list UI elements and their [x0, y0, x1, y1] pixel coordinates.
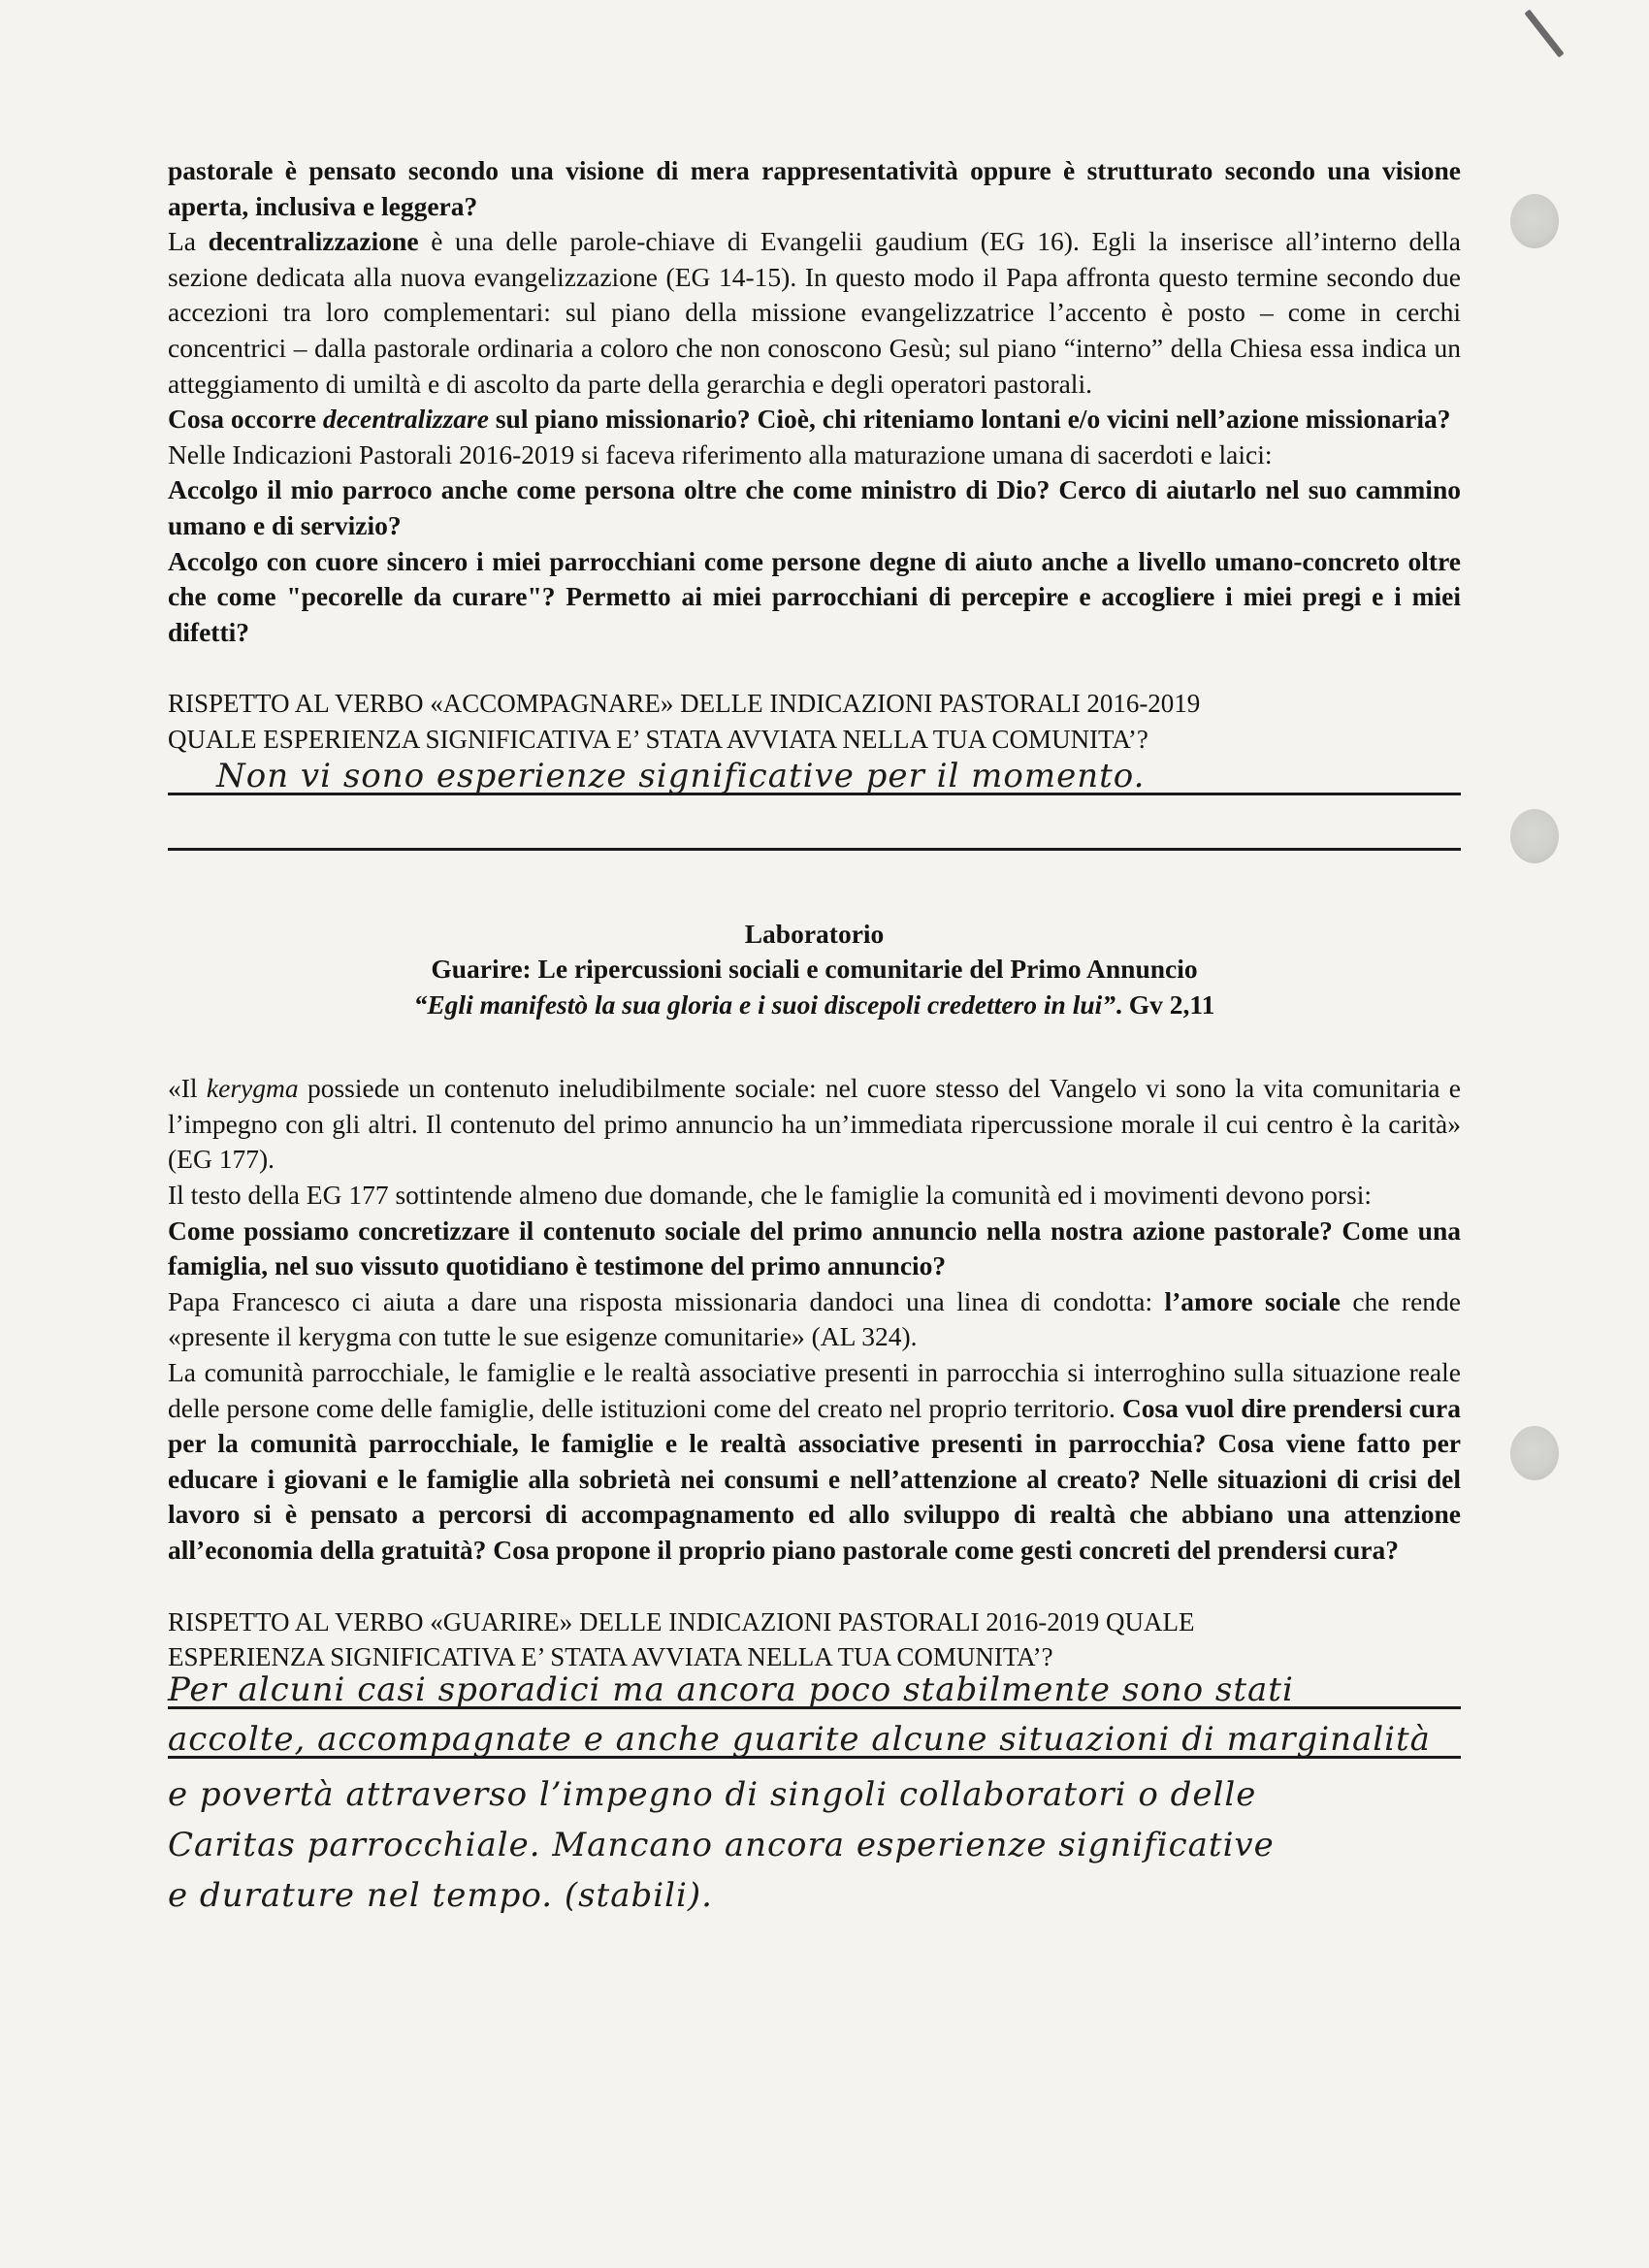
question-guarire-line1: RISPETTO AL VERBO «GUARIRE» DELLE INDICAZIONI PASTORALI 2016-2019 QUALE [168, 1606, 1195, 1636]
punch-hole [1510, 809, 1559, 863]
question-accompagnare-line1: RISPETTO AL VERBO «ACCOMPAGNARE» DELLE INDICAZIONI PASTORALI 2016-2019 [168, 689, 1201, 719]
handwritten-answer: Non vi sono esperienze significative per il momento. [216, 756, 1146, 795]
answer-accompagnare[interactable] [168, 758, 1461, 851]
paragraph: La decentralizzazione è una delle parole-chiave di Evangelii gaudium (EG 16). Egli la inserisce all’interno della sezione dedicata alla nuova evangelizzazione (EG 14-15). In questo modo il Papa affronta questo termine secondo due accezioni tra loro complementari: sul piano della missione evangelizzatrice l’accento è posto – come in cerchi concentrici – dalla pastorale ordinaria a coloro che non conoscono Gesù; sul piano “interno” della Chiesa essa indica un atteggiamento di umiltà e di ascolto da parte della gerarchia e degli operatori pastorali. [168, 226, 1461, 399]
section-quote: “Egli manifestò la sua gloria e i suoi discepoli credettero in lui”. Gv 2,11 [413, 988, 1215, 1020]
punch-hole [1510, 1426, 1559, 1480]
section-subheading: Guarire: Le ripercussioni sociali e comunitarie del Primo Annuncio [431, 954, 1198, 985]
paragraph: Nelle Indicazioni Pastorali 2016-2019 si faceva riferimento alla maturazione umana di sacerdoti e laici: [168, 438, 1273, 470]
question-paragraph: Accolgo con cuore sincero i miei parrocchiani come persone degne di aiuto anche a livello umano-concreto oltre che come "pecorelle da curare"? Permetto ai miei parrocchiani di percepire e accogliere i miei pregi e i miei difetti? [168, 545, 1461, 647]
paragraph: «Il kerygma possiede un contenuto ineludibilmente sociale: nel cuore stesso del Vangelo vi sono la vita comunitaria e l’impegno con gli altri. Il contenuto del primo annuncio ha un’immediata ripercussione morale il cui centro è la carità» (EG 177). [168, 1073, 1461, 1175]
staple-mark [1524, 9, 1564, 57]
handwritten-answer-line: accolte, accompagnate e anche guarite alcune situazioni di marginalità [168, 1720, 1431, 1760]
handwritten-answer-line: Caritas parrocchiale. Mancano ancora esperienze significative [168, 1826, 1275, 1865]
question-paragraph: Come possiamo concretizzare il contenuto sociale del primo annuncio nella nostra azione pastorale? Come una famiglia, nel suo vissuto quotidiano è testimone del primo annuncio? [168, 1215, 1461, 1281]
handwritten-answer-line: Per alcuni casi sporadici ma ancora poco stabilmente sono stati [168, 1670, 1294, 1710]
answer-guarire[interactable] [168, 1670, 1461, 1916]
handwritten-answer-line: e povertà attraverso l’impegno di singoli collaboratori o delle [168, 1775, 1257, 1815]
question-accompagnare-line2: QUALE ESPERIENZA SIGNIFICATIVA E’ STATA AVVIATA NELLA TUA COMUNITA’? [168, 724, 1148, 754]
handwritten-answer-line: e durature nel tempo. (stabili). [168, 1876, 713, 1916]
document-body [168, 153, 1461, 1914]
paragraph: La comunità parrocchiale, le famiglie e le realtà associative presenti in parrocchia si interroghino sulla situazione reale delle persone come delle famiglie, delle istituzioni come del creato nel proprio territorio. Cosa vuol dire prendersi cura per la comunità parrocchiale, le famiglie e le realtà associative presenti in parrocchia? Cosa viene fatto per educare i giovani e le famiglie alla sobrietà nei consumi e nell’attenzione al creato? Nelle situazioni di crisi del lavoro si è pensato a percorsi di accompagnamento ed allo sviluppo di realtà che abbiano una attenzione all’economia della gratuità? Cosa propone il proprio piano pastorale come gesti concreti del prendersi cura? [168, 1357, 1462, 1565]
section-heading: Laboratorio [744, 918, 885, 949]
paragraph: pastorale è pensato secondo una visione di mera rappresentatività oppure è strutturato secondo una visione aperta, inclusiva e leggera? [168, 155, 1461, 221]
punch-hole [1510, 194, 1559, 248]
question-guarire-line2: ESPERIENZA SIGNIFICATIVA E’ STATA AVVIATA NELLA TUA COMUNITA’? [168, 1642, 1053, 1672]
paragraph: Il testo della EG 177 sottintende almeno due domande, che le famiglie la comunità ed i movimenti devono porsi: [168, 1180, 1373, 1211]
question-paragraph: Cosa occorre decentralizzare sul piano missionario? Cioè, chi riteniamo lontani e/o vicini nell’azione missionaria? [168, 404, 1451, 435]
question-paragraph: Accolgo il mio parroco anche come persona oltre che come ministro di Dio? Cerco di aiutarlo nel suo cammino umano e di servizio? [168, 474, 1461, 540]
paragraph: Papa Francesco ci aiuta a dare una risposta missionaria dandoci una linea di condotta: l’amore sociale che rende «presente il kerygma con tutte le sue esigenze comunitarie» (AL 324). [168, 1285, 1461, 1352]
